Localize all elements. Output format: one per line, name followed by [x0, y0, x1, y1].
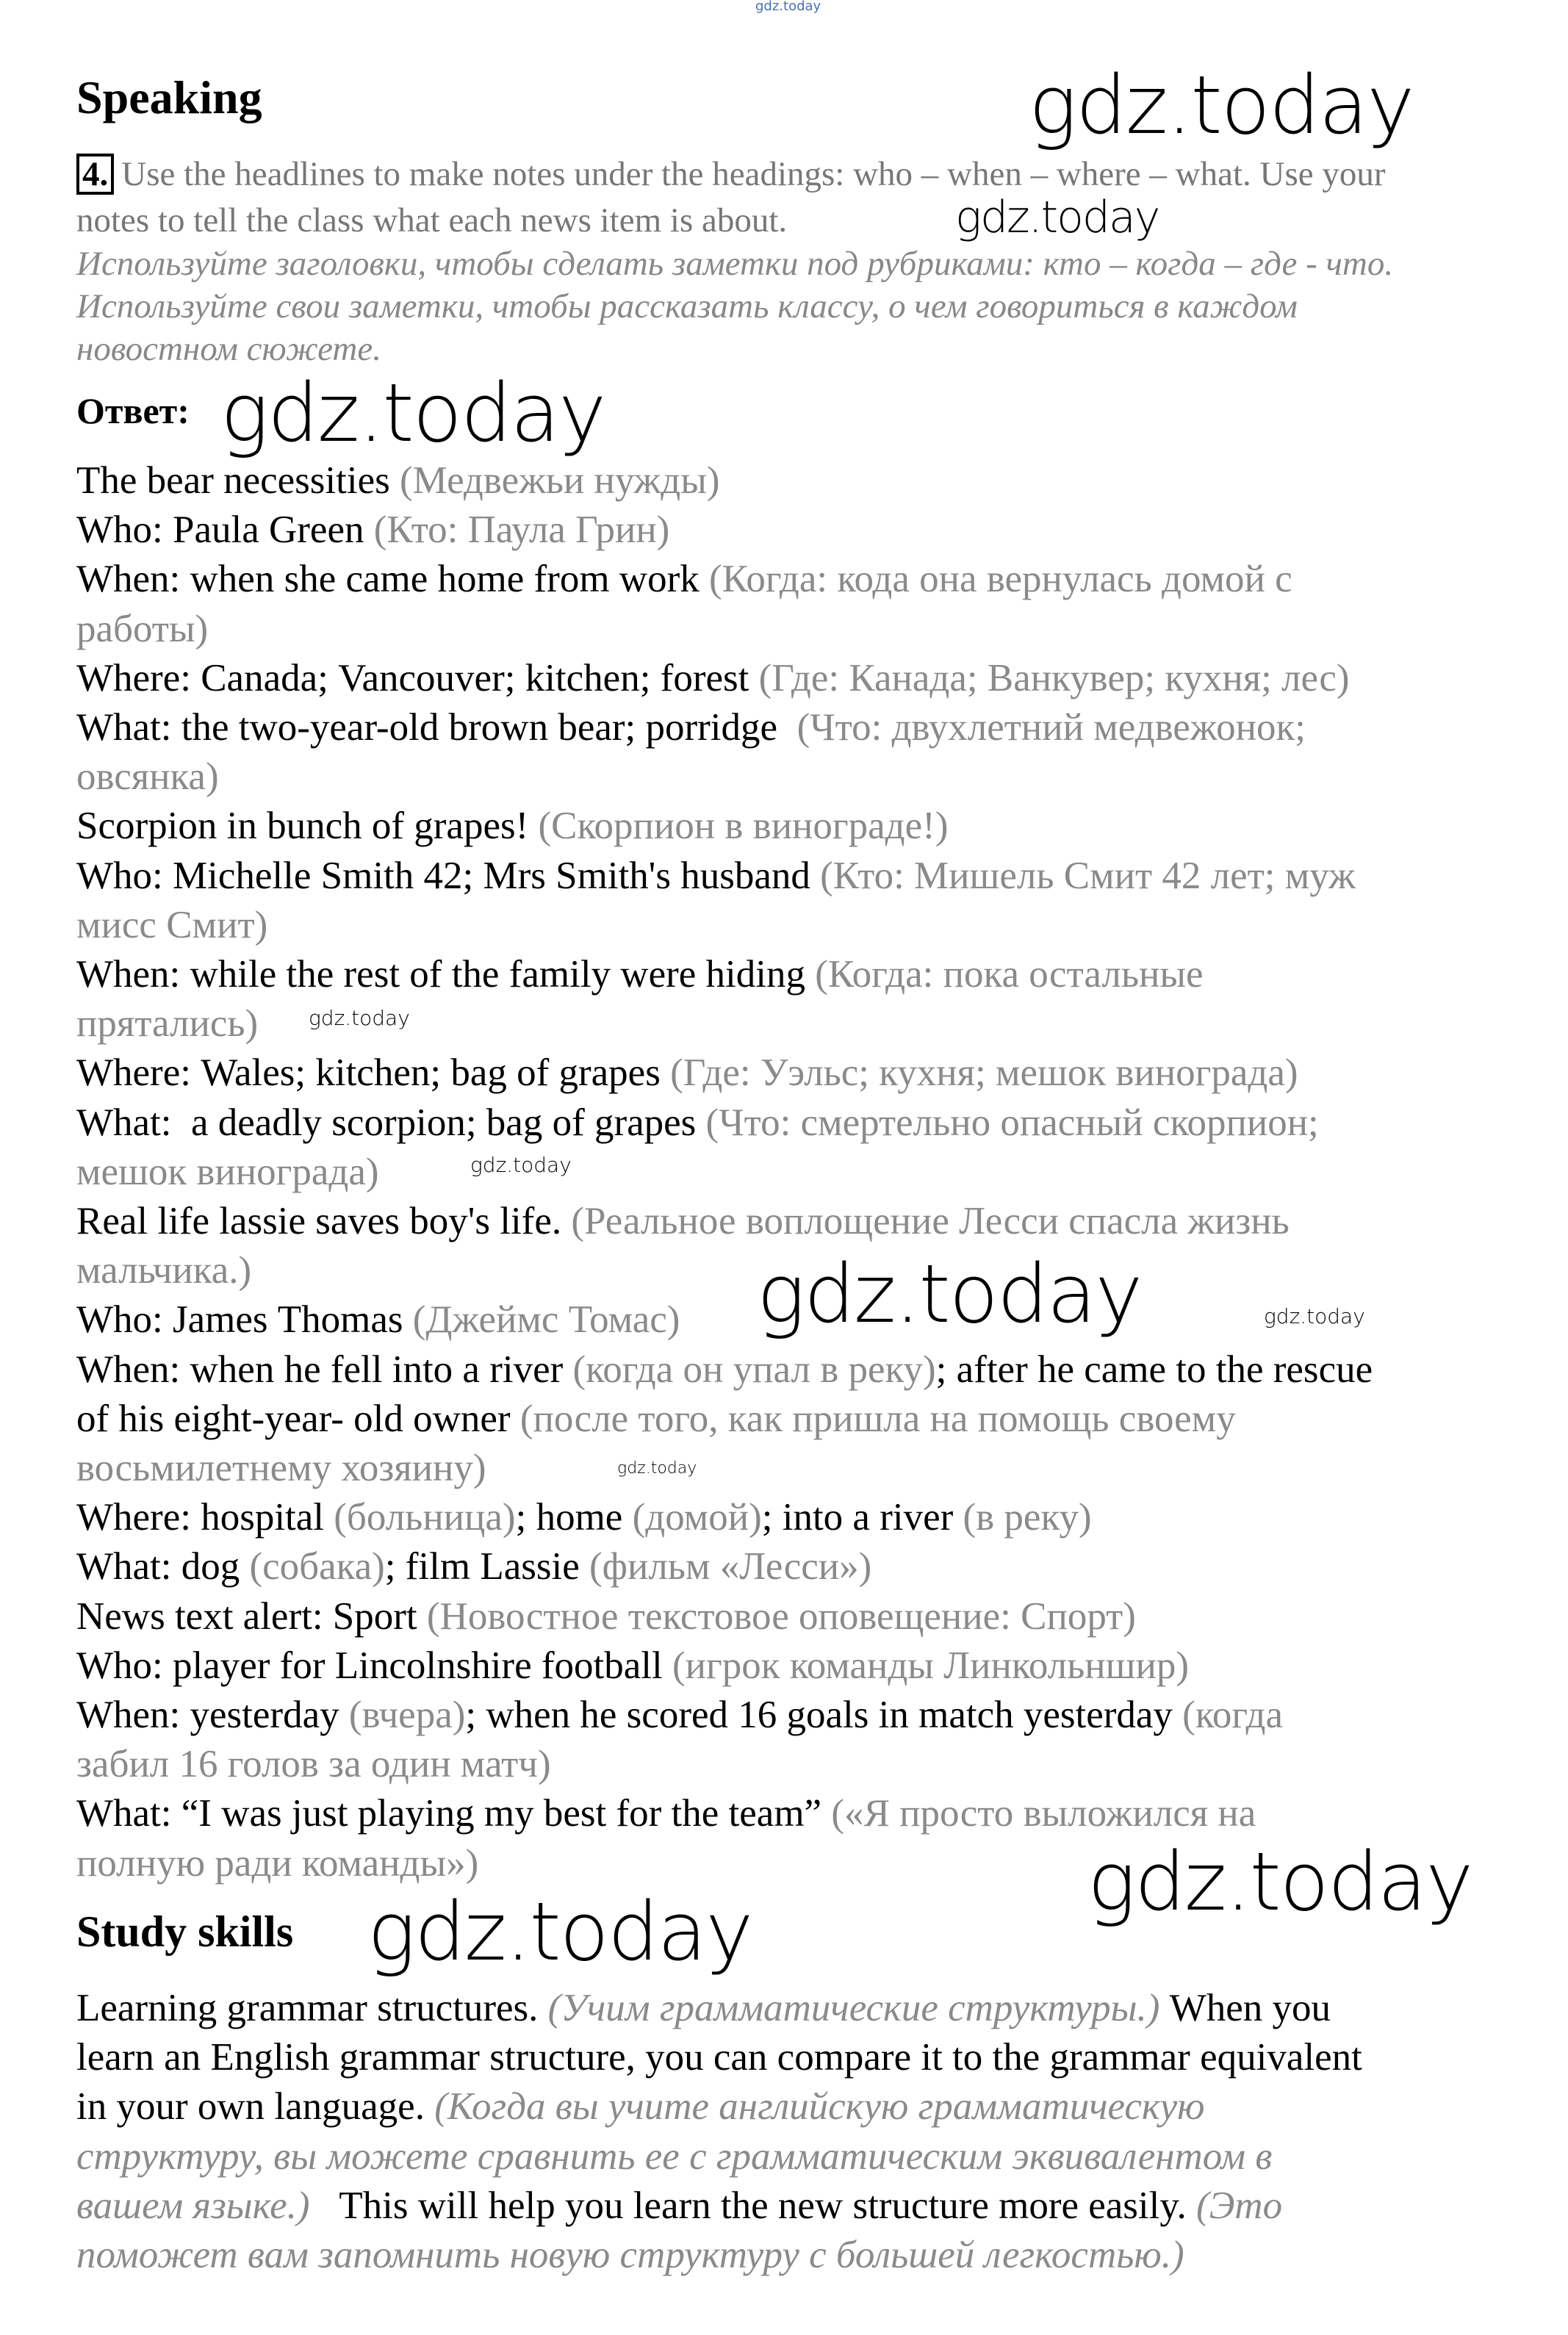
answer-line — [76, 1493, 1092, 1542]
answer-line — [76, 456, 720, 506]
watermark: gdz.today — [955, 192, 1159, 243]
study-line — [76, 2033, 1362, 2082]
task-translation-2: Используйте свои заметки, чтобы рассказать классу, о чем говориться в каждом — [76, 287, 1298, 325]
answer-text: ; when he scored 16 goals in match yesterday — [465, 1694, 1183, 1736]
top-watermark: gdz.today — [755, 0, 821, 14]
translation-text: (Что: двухлетний медвежонок; — [796, 706, 1306, 749]
study-line — [76, 2231, 1184, 2280]
study-line — [76, 1984, 1331, 2033]
answer-text: What: “I was just playing my best for the team” — [76, 1792, 832, 1835]
answer-text: This will help you learn the new structure more easily. — [309, 2184, 1196, 2227]
translation-text: (игрок команды Линкольншир) — [672, 1644, 1189, 1687]
answer-line — [76, 1641, 1189, 1691]
answer-text: Who: player for Lincolnshire football — [76, 1644, 672, 1687]
answer-text: When: while the rest of the family were hiding — [76, 953, 816, 996]
watermark: gdz.today — [220, 366, 605, 460]
watermark: gdz.today — [617, 1459, 697, 1478]
translation-text: (Медвежьи нужды) — [400, 459, 720, 502]
translation-text: (вчера) — [348, 1694, 466, 1736]
answer-line — [76, 950, 1204, 999]
answer-text: When: yesterday — [76, 1694, 349, 1736]
answer-text: When you — [1159, 1987, 1331, 2029]
answer-line — [76, 1395, 1236, 1444]
answer-text: Who: James Thomas — [76, 1298, 413, 1342]
answer-text: ; home — [515, 1496, 633, 1539]
translation-text: (больница) — [334, 1496, 516, 1539]
task-translation-1: Используйте заголовки, чтобы сделать заметки под рубриками: кто – когда – где - что. — [76, 245, 1394, 283]
answer-line — [76, 1295, 680, 1345]
answer-text: When: when she came home from work — [76, 558, 709, 601]
answer-line — [76, 999, 258, 1048]
translation-text: мисс Смит) — [76, 903, 268, 946]
answer-text: ; film Lassie — [384, 1545, 589, 1589]
answer-line — [76, 506, 669, 555]
section-heading-speaking: Speaking — [76, 71, 262, 123]
translation-text: (Когда: пока остальные — [815, 953, 1204, 996]
translation-text: (Скорпион в винограде!) — [538, 805, 949, 848]
answer-text: When: when he fell into a river — [76, 1348, 573, 1391]
task-number: 4. — [76, 154, 114, 195]
answer-text: learn an English grammar structure, you can compare it to the grammar equivalent — [76, 2036, 1362, 2079]
translation-text: полную ради команды») — [76, 1841, 479, 1885]
answer-text: Real life lassie saves boy's life. — [76, 1200, 572, 1242]
translation-text: работы) — [76, 607, 209, 650]
translation-text: (в реку) — [963, 1496, 1092, 1539]
translation-text: (Кто: Мишель Смит 42 лет; муж — [820, 854, 1356, 897]
answer-text: Scorpion in bunch of grapes! — [76, 805, 539, 848]
answer-line — [76, 901, 267, 950]
answer-line — [76, 1691, 1283, 1740]
answer-text: of his eight-year- old owner — [76, 1397, 520, 1440]
translation-text: (Джеймс Томас) — [412, 1298, 680, 1342]
watermark: gdz.today — [1264, 1304, 1365, 1328]
translation-text: (Учим грамматические структуры.) — [547, 1987, 1160, 2029]
answer-line — [76, 703, 1306, 752]
study-line — [76, 2181, 1282, 2231]
answer-text: What: a deadly scorpion; bag of grapes — [76, 1101, 706, 1144]
translation-text: прятались) — [76, 1002, 259, 1046]
translation-text: (когда он упал в реку) — [572, 1348, 936, 1391]
translation-text: мальчика.) — [76, 1249, 252, 1292]
answer-label: Ответ: — [76, 390, 190, 431]
answer-line — [76, 1542, 871, 1591]
watermark: gdz.today — [367, 1885, 752, 1979]
watermark: gdz.today — [1087, 1835, 1472, 1929]
translation-text: (Когда вы учите английскую грамматическую — [434, 2085, 1205, 2129]
answer-text: What: dog — [76, 1545, 250, 1589]
study-line — [76, 2082, 1205, 2131]
translation-text: поможет вам запомнить новую структуру с большей легкостью.) — [76, 2234, 1184, 2276]
translation-text: (Реальное воплощение Лесси спасла жизнь — [571, 1200, 1290, 1242]
task-translation-3: новостном сюжете. — [76, 330, 381, 368]
watermark: gdz.today — [309, 1006, 410, 1030]
answer-line — [76, 1048, 1298, 1098]
answer-text: ; after he came to the rescue — [935, 1348, 1373, 1391]
translation-text: (когда — [1182, 1694, 1283, 1736]
task-line-1 — [76, 153, 1386, 196]
task-line-2: notes to tell the class what each news item is about. — [76, 201, 788, 240]
answer-text: Learning grammar structures. — [76, 1987, 548, 2029]
answer-line — [76, 1246, 251, 1295]
answer-line — [76, 1839, 478, 1888]
translation-text: («Я просто выложился на — [831, 1792, 1256, 1835]
answer-line — [76, 605, 208, 654]
answer-line — [76, 752, 219, 802]
answer-text: News text alert: Sport — [76, 1594, 427, 1638]
translation-text: забил 16 голов за один матч) — [76, 1743, 551, 1786]
answer-line — [76, 1098, 1319, 1148]
study-line — [76, 2132, 1272, 2181]
answer-text: What: the two-year-old brown bear; porridge — [76, 706, 797, 749]
answer-text: Where: Wales; kitchen; bag of grapes — [76, 1051, 671, 1095]
answer-line — [76, 852, 1356, 901]
answer-text: Where: hospital — [76, 1496, 334, 1539]
translation-text: (Новостное текстовое оповещение: Спорт) — [426, 1594, 1136, 1638]
translation-text: (после того, как пришла на помощь своему — [519, 1397, 1236, 1440]
answer-line — [76, 1345, 1373, 1395]
answer-line — [76, 1592, 1136, 1641]
task-text: Use the headlines to make notes under the headings: who – when – where – what. Use your — [121, 155, 1386, 193]
answer-line — [76, 654, 1350, 703]
answer-line — [76, 802, 948, 851]
answer-line — [76, 1444, 486, 1493]
answer-text: Who: Michelle Smith 42; Mrs Smith's husband — [76, 854, 821, 897]
translation-text: (Что: смертельно опасный скорпион; — [705, 1101, 1319, 1144]
answer-line — [76, 1148, 379, 1197]
translation-text: восьмилетнему хозяину) — [76, 1447, 486, 1489]
translation-text: мешок винограда) — [76, 1150, 379, 1193]
section-heading-study-skills: Study skills — [76, 1907, 294, 1956]
translation-text: вашем языке.) — [76, 2184, 310, 2227]
translation-text: структуру, вы можете сравнить ее с грамматическим эквивалентом в — [76, 2134, 1273, 2178]
answer-text: The bear necessities — [76, 459, 400, 502]
watermark: gdz.today — [757, 1247, 1142, 1341]
translation-text: (Когда: кода она вернулась домой с — [708, 558, 1292, 601]
translation-text: овсянка) — [76, 755, 219, 799]
translation-text: (Где: Уэльс; кухня; мешок винограда) — [670, 1051, 1298, 1095]
answer-line — [76, 1789, 1256, 1838]
answer-text: Who: Paula Green — [76, 508, 374, 552]
answer-line — [76, 1197, 1290, 1246]
translation-text: (Это — [1195, 2184, 1283, 2227]
translation-text: (Где: Канада; Ванкувер; кухня; лес) — [758, 656, 1350, 699]
translation-text: (домой) — [632, 1496, 762, 1539]
translation-text: (фильм «Лесси») — [589, 1545, 872, 1589]
answer-line — [76, 555, 1292, 604]
answer-text: in your own language. — [76, 2085, 435, 2129]
translation-text: (собака) — [249, 1545, 385, 1589]
watermark: gdz.today — [1029, 58, 1414, 152]
answer-text: Where: Canada; Vancouver; kitchen; forest — [76, 656, 759, 699]
translation-text: (Кто: Паула Грин) — [373, 508, 670, 552]
answer-text: ; into a river — [761, 1496, 963, 1539]
watermark: gdz.today — [470, 1153, 572, 1177]
answer-line — [76, 1740, 551, 1789]
